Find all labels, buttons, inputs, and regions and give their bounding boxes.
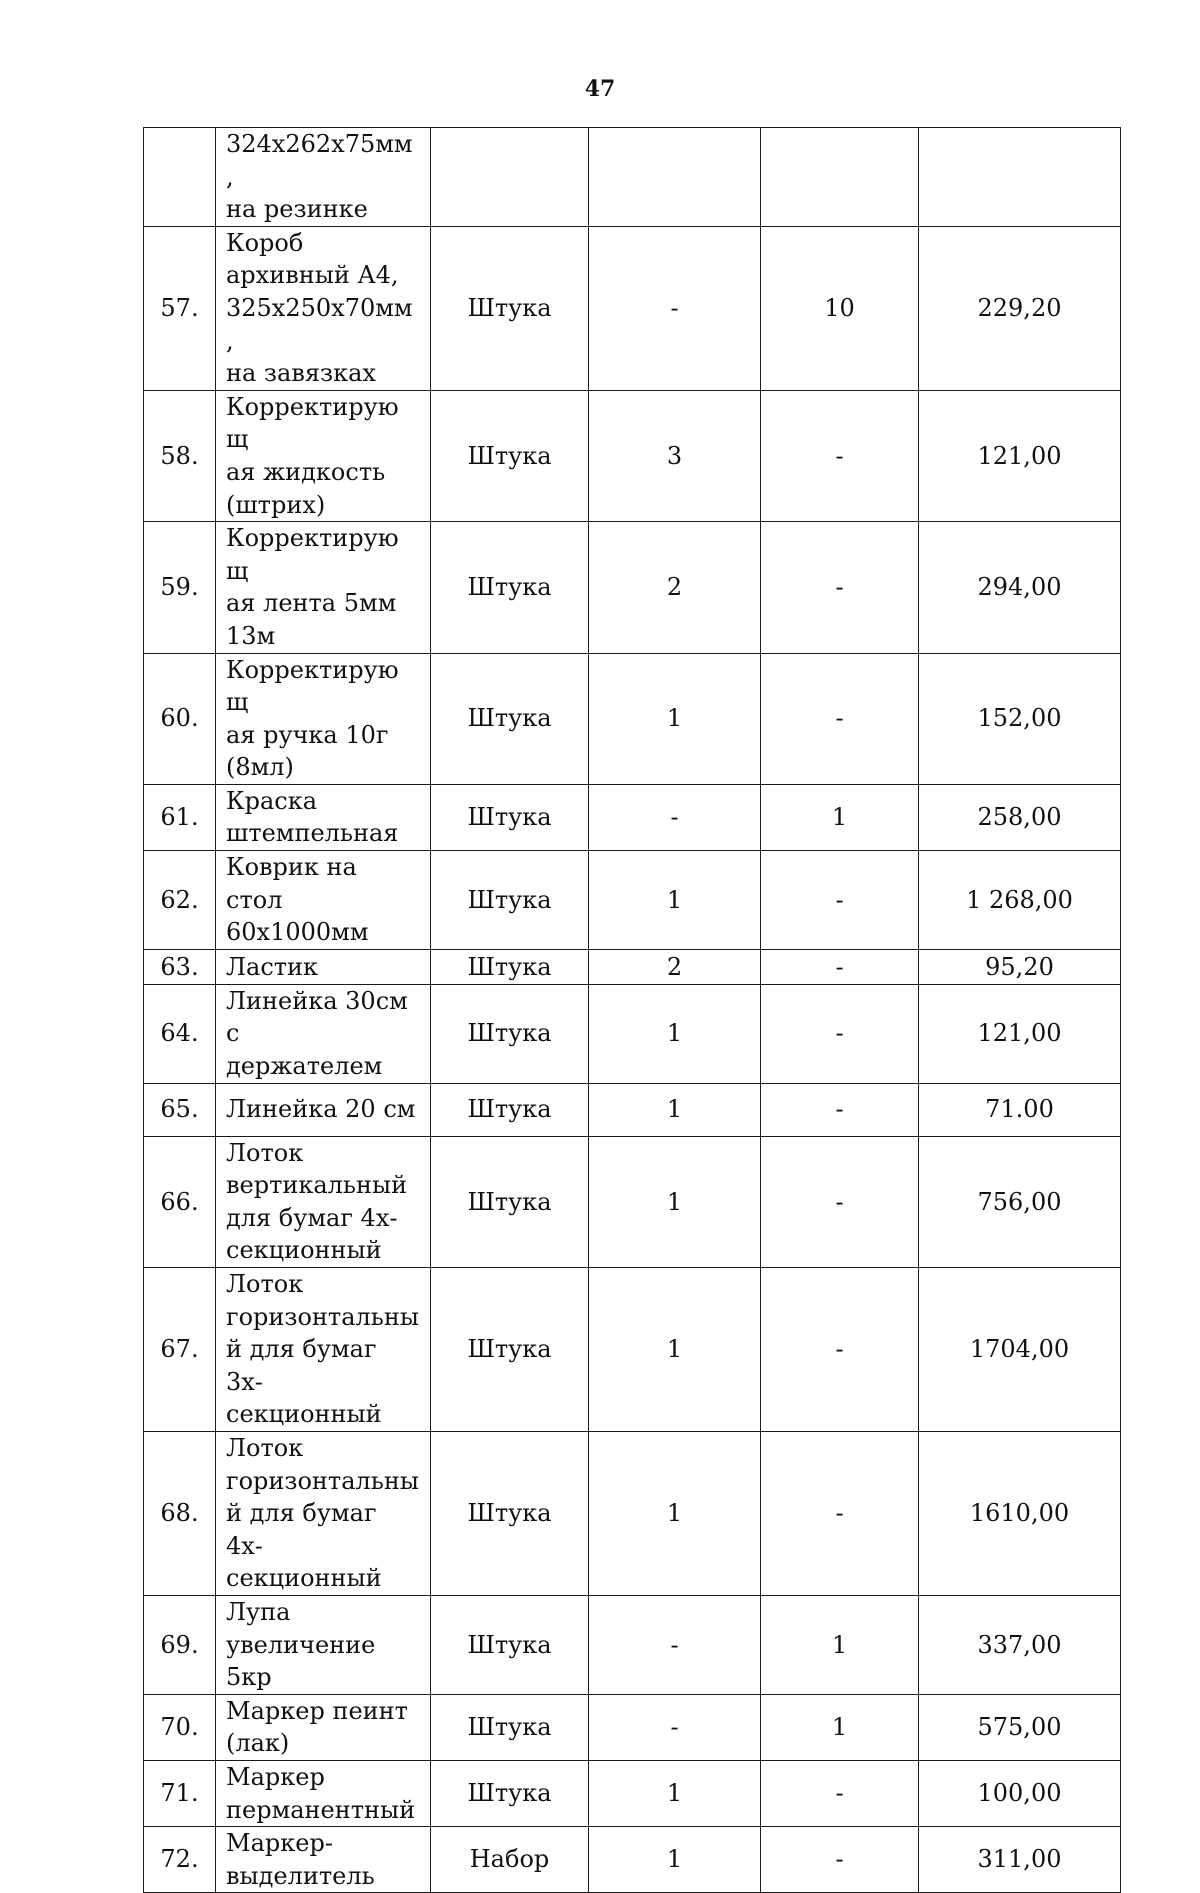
unit-cell: Штука — [431, 226, 589, 390]
quantity-a-cell: 2 — [589, 949, 761, 984]
quantity-b-cell: - — [761, 1083, 919, 1136]
quantity-a-cell: 3 — [589, 390, 761, 521]
item-name-cell: Ластик — [216, 949, 431, 984]
table-row — [144, 949, 1121, 984]
price-cell: 152,00 — [919, 653, 1121, 784]
table-body — [144, 128, 1121, 1893]
quantity-b-cell: - — [761, 1760, 919, 1826]
unit-cell: Штука — [431, 653, 589, 784]
quantity-a-cell: - — [589, 784, 761, 850]
quantity-b-cell: - — [761, 522, 919, 653]
item-name-cell: Маркер- выделитель — [216, 1827, 431, 1893]
row-number-cell: 57. — [144, 226, 216, 390]
quantity-b-cell: - — [761, 1827, 919, 1893]
price-cell: 1610,00 — [919, 1431, 1121, 1595]
item-name-cell: Корректирующ ая жидкость (штрих) — [216, 390, 431, 521]
table-row — [144, 1827, 1121, 1893]
quantity-b-cell: - — [761, 1268, 919, 1432]
quantity-a-cell: 1 — [589, 851, 761, 950]
table-row — [144, 1083, 1121, 1136]
item-name-cell: Линейка 20 см — [216, 1083, 431, 1136]
row-number-cell: 72. — [144, 1827, 216, 1893]
quantity-a-cell: - — [589, 226, 761, 390]
unit-cell: Штука — [431, 522, 589, 653]
quantity-b-cell: 10 — [761, 226, 919, 390]
unit-cell: Штука — [431, 784, 589, 850]
row-number-cell: 63. — [144, 949, 216, 984]
quantity-b-cell: 1 — [761, 1595, 919, 1694]
quantity-b-cell: - — [761, 949, 919, 984]
price-cell: 258,00 — [919, 784, 1121, 850]
row-number-cell: 68. — [144, 1431, 216, 1595]
unit-cell: Штука — [431, 1083, 589, 1136]
quantity-a-cell: 1 — [589, 1827, 761, 1893]
price-cell: 294,00 — [919, 522, 1121, 653]
table-row — [144, 1431, 1121, 1595]
supplies-table — [143, 127, 1121, 1893]
price-cell: 1704,00 — [919, 1268, 1121, 1432]
table-row — [144, 851, 1121, 950]
quantity-a-cell: 1 — [589, 1136, 761, 1267]
quantity-a-cell: 1 — [589, 653, 761, 784]
quantity-a-cell: - — [589, 1694, 761, 1760]
table-row — [144, 1136, 1121, 1267]
row-number-cell: 67. — [144, 1268, 216, 1432]
table-row — [144, 1694, 1121, 1760]
price-cell: 1 268,00 — [919, 851, 1121, 950]
unit-cell: Штука — [431, 1694, 589, 1760]
item-name-cell: Маркер перманентный — [216, 1760, 431, 1826]
item-name-cell: Короб архивный А4, 325x250x70мм, на завязках — [216, 226, 431, 390]
table-row — [144, 390, 1121, 521]
quantity-a-cell: 1 — [589, 1760, 761, 1826]
table-row — [144, 1760, 1121, 1826]
price-cell: 121,00 — [919, 390, 1121, 521]
table-row — [144, 128, 1121, 227]
unit-cell: Штука — [431, 1595, 589, 1694]
table-row — [144, 1268, 1121, 1432]
row-number-cell: 64. — [144, 984, 216, 1083]
row-number-cell: 60. — [144, 653, 216, 784]
quantity-a-cell — [589, 128, 761, 227]
table-row — [144, 226, 1121, 390]
table-row — [144, 1595, 1121, 1694]
table-row — [144, 653, 1121, 784]
row-number-cell: 58. — [144, 390, 216, 521]
unit-cell — [431, 128, 589, 227]
table-row — [144, 984, 1121, 1083]
unit-cell: Штука — [431, 1760, 589, 1826]
unit-cell: Штука — [431, 1431, 589, 1595]
row-number-cell: 59. — [144, 522, 216, 653]
item-name-cell: Линейка 30см с держателем — [216, 984, 431, 1083]
quantity-a-cell: 2 — [589, 522, 761, 653]
unit-cell: Штука — [431, 390, 589, 521]
price-cell: 575,00 — [919, 1694, 1121, 1760]
quantity-b-cell: - — [761, 1431, 919, 1595]
item-name-cell: Лоток горизонтальны й для бумаг 4х- секционный — [216, 1431, 431, 1595]
item-name-cell: Лоток горизонтальны й для бумаг 3х- секционный — [216, 1268, 431, 1432]
item-name-cell: Маркер пеинт (лак) — [216, 1694, 431, 1760]
quantity-b-cell: - — [761, 851, 919, 950]
quantity-a-cell: - — [589, 1595, 761, 1694]
item-name-cell: Корректирующ ая ручка 10г (8мл) — [216, 653, 431, 784]
row-number-cell: 65. — [144, 1083, 216, 1136]
quantity-b-cell — [761, 128, 919, 227]
item-name-cell: 324x262x75мм, на резинке — [216, 128, 431, 227]
row-number-cell: 62. — [144, 851, 216, 950]
item-name-cell: Краска штемпельная — [216, 784, 431, 850]
page-number: 47 — [584, 76, 616, 102]
price-cell: 229,20 — [919, 226, 1121, 390]
price-cell: 100,00 — [919, 1760, 1121, 1826]
unit-cell: Штука — [431, 949, 589, 984]
unit-cell: Штука — [431, 1268, 589, 1432]
row-number-cell: 61. — [144, 784, 216, 850]
quantity-b-cell: - — [761, 984, 919, 1083]
table-row — [144, 522, 1121, 653]
quantity-b-cell: 1 — [761, 784, 919, 850]
unit-cell: Штука — [431, 851, 589, 950]
price-cell: 95,20 — [919, 949, 1121, 984]
unit-cell: Набор — [431, 1827, 589, 1893]
row-number-cell: 69. — [144, 1595, 216, 1694]
row-number-cell — [144, 128, 216, 227]
price-cell — [919, 128, 1121, 227]
unit-cell: Штука — [431, 1136, 589, 1267]
price-cell: 121,00 — [919, 984, 1121, 1083]
quantity-a-cell: 1 — [589, 984, 761, 1083]
quantity-b-cell: - — [761, 653, 919, 784]
quantity-b-cell: - — [761, 1136, 919, 1267]
table-row — [144, 784, 1121, 850]
price-cell: 71.00 — [919, 1083, 1121, 1136]
price-cell: 311,00 — [919, 1827, 1121, 1893]
quantity-a-cell: 1 — [589, 1431, 761, 1595]
unit-cell: Штука — [431, 984, 589, 1083]
item-name-cell: Лоток вертикальный для бумаг 4х- секционный — [216, 1136, 431, 1267]
row-number-cell: 71. — [144, 1760, 216, 1826]
quantity-a-cell: 1 — [589, 1268, 761, 1432]
quantity-a-cell: 1 — [589, 1083, 761, 1136]
item-name-cell: Лупа увеличение 5кр — [216, 1595, 431, 1694]
item-name-cell: Корректирующ ая лента 5мм 13м — [216, 522, 431, 653]
price-cell: 756,00 — [919, 1136, 1121, 1267]
quantity-b-cell: - — [761, 390, 919, 521]
quantity-b-cell: 1 — [761, 1694, 919, 1760]
row-number-cell: 70. — [144, 1694, 216, 1760]
price-cell: 337,00 — [919, 1595, 1121, 1694]
row-number-cell: 66. — [144, 1136, 216, 1267]
item-name-cell: Коврик на стол 60x1000мм — [216, 851, 431, 950]
